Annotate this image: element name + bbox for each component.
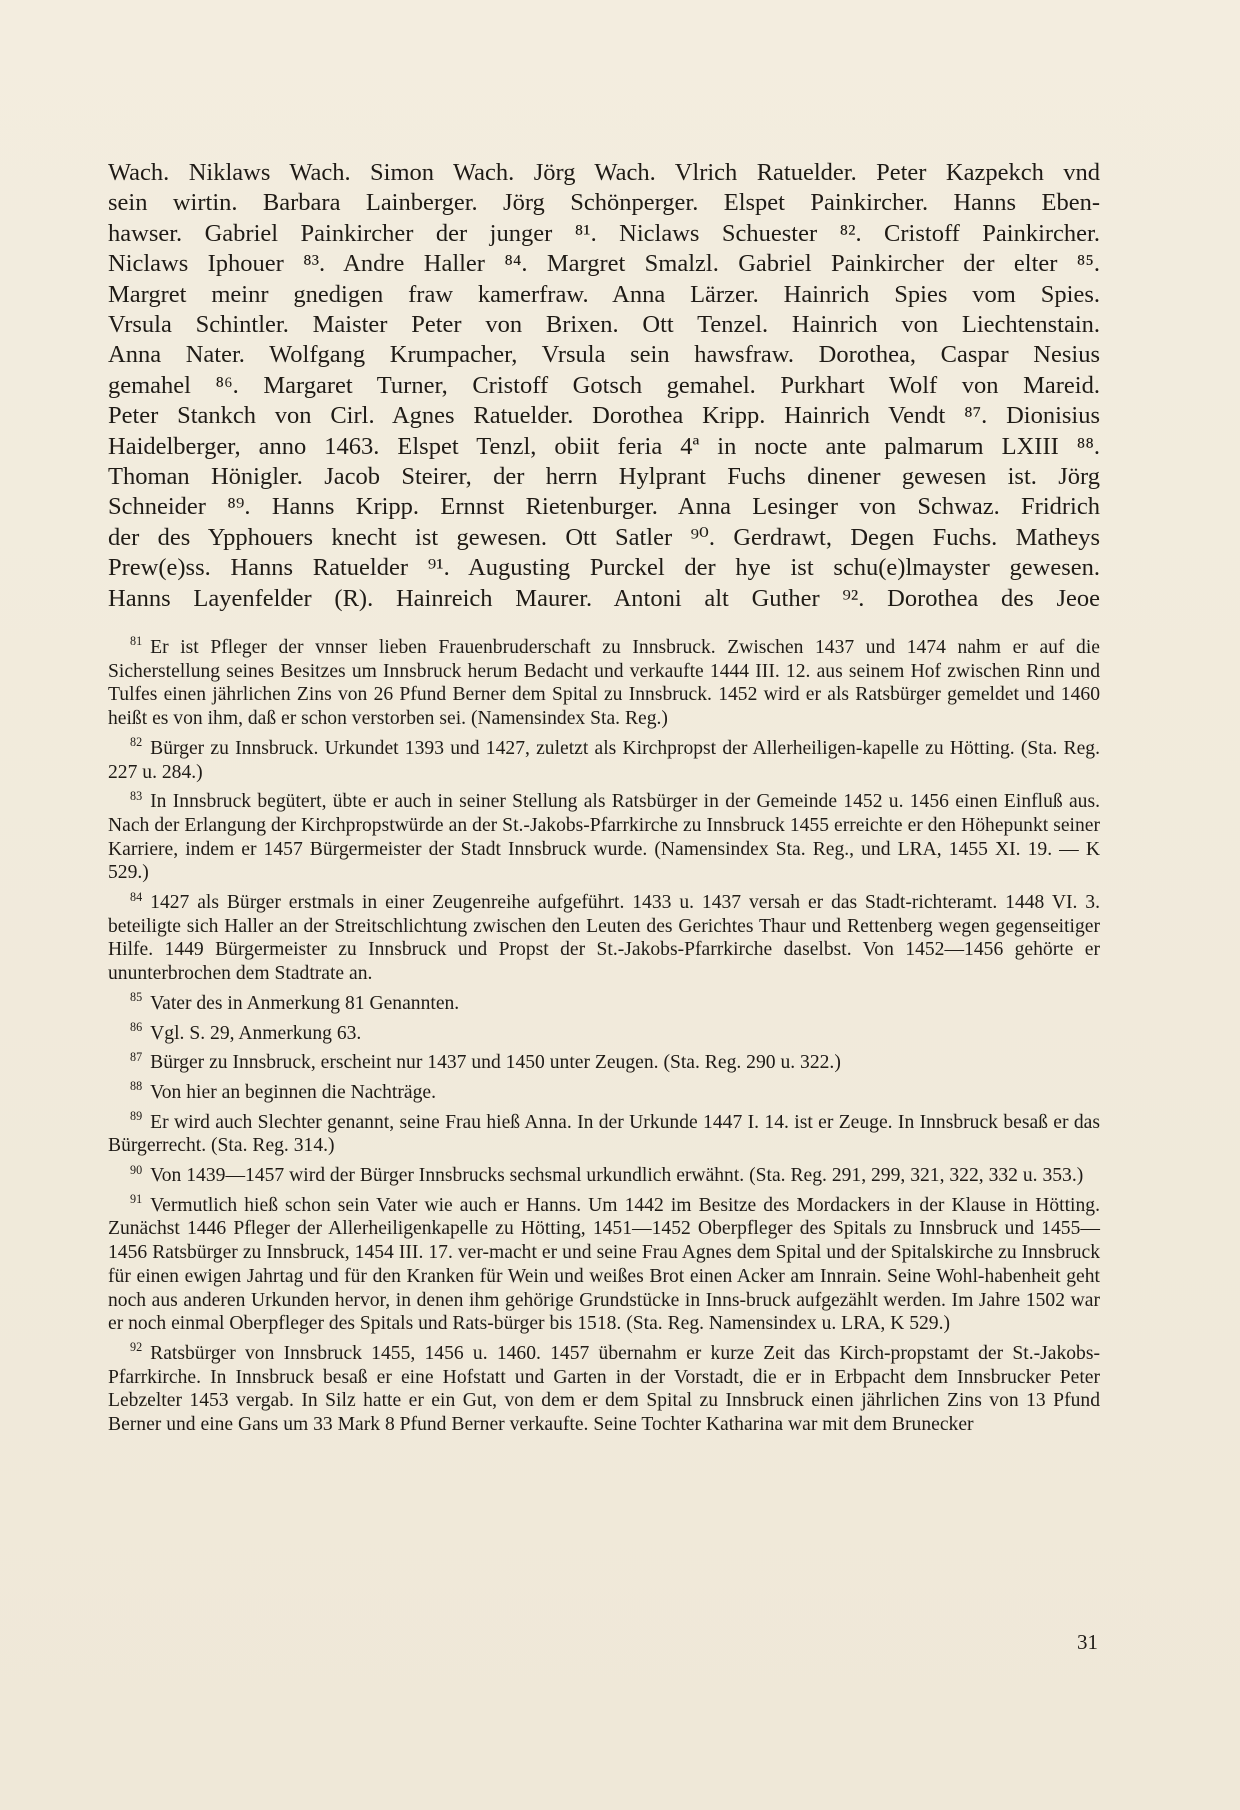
text-line: Schneider ⁸⁹. Hanns Kripp. Ernnst Rietenburger. Anna Lesinger von Schwaz. Fridrich	[108, 493, 1100, 521]
footnote-text: Vater des in Anmerkung 81 Genannten.	[150, 992, 460, 1014]
text-line: Prew(e)ss. Hanns Ratuelder ⁹¹. Augusting Purckel der hye ist schu(e)lmayster gewesen.	[108, 554, 1100, 582]
footnote-text: 1427 als Bürger erstmals in einer Zeugenreihe aufgeführt. 1433 u. 1437 versah er das Stadt-richteramt. 1448 VI. 3. beteiligte sich Haller an der Streitschlichtung zwischen den Leuten des Gerichtes Thaur und Rettenberg wegen gegenseitiger Hilfe. 1449 Bürgermeister zu Innsbruck und Propst der St.-Jakobs-Pfarrkirche daselbst. Von 1452—1456 gehörte er ununterbrochen dem Stadtrate an.	[108, 892, 1100, 985]
footnote-number: 85	[130, 990, 143, 1005]
footnote-text: Vermutlich hieß schon sein Vater wie auch er Hanns. Um 1442 im Besitze des Mordackers in der Klause in Hötting. Zunächst 1446 Pfleger der Allerheiligenkapelle zu Hötting, 1451—1452 Oberpfleger des Spitals zu Innsbruck und 1455—1456 Ratsbürger zu Innsbruck, 1454 III. 17. ver-macht er und seine Frau Agnes dem Spital und der Spitalskirche zu Innsbruck für einen ewigen Jahrtag und für den Kranken für Wein und weißes Brot einen Acker am Innrain. Seine Wohl-habenheit geht noch aus anderen Urkunden hervor, in denen ihm gehörige Grundstücke in Inns-bruck aufgezählt werden. Im Jahre 1502 war er noch einmal Oberpfleger des Spitals und Rats-bürger bis 1518. (Sta. Reg. Namensindex u. LRA, K 529.)	[108, 1194, 1100, 1335]
footnote-text: Von hier an beginnen die Nachträge.	[150, 1081, 436, 1103]
footnote-text: Ratsbürger von Innsbruck 1455, 1456 u. 1460. 1457 übernahm er kurze Zeit das Kirch-propstamt der St.-Jakobs-Pfarrkirche. In Innsbruck besaß er eine Hofstatt und Garten in der Vorstadt, die er in Erbpacht dem Innsbrucker Peter Lebzelter 1453 vergab. In Silz hatte er ein Gut, von dem er dem Spital zu Innsbruck einen jährlichen Zins von 13 Pfund Berner und eine Gans um 33 Mark 8 Pfund Berner verkaufte. Seine Tochter Katharina war mit dem Brunecker	[108, 1342, 1100, 1436]
text-line: der des Ypphouers knecht ist gewesen. Ott Satler ⁹⁰. Gerdrawt, Degen Fuchs. Matheys	[108, 523, 1100, 551]
footnote-text: Er wird auch Slechter genannt, seine Frau hieß Anna. In der Urkunde 1447 I. 14. ist er Zeuge. In Innsbruck besaß er das Bürgerrecht. (Sta. Reg. 314.)	[108, 1111, 1100, 1157]
footnote-number: 83	[130, 788, 143, 803]
footnote-83	[108, 790, 1100, 885]
footnote-87	[108, 1051, 1100, 1075]
text-line: Vrsula Schintler. Maister Peter von Brixen. Ott Tenzel. Hainrich von Liechtenstain.	[108, 311, 1100, 339]
text-line: Peter Stankch von Cirl. Agnes Ratuelder. Dorothea Kripp. Hainrich Vendt ⁸⁷. Dionisius	[108, 402, 1100, 430]
text-line: Hanns Layenfelder (R). Hainreich Maurer. Antoni alt Guther ⁹². Dorothea des Jeoe	[108, 584, 1100, 612]
main-text-block	[108, 158, 1100, 614]
page-number: 31	[1077, 1630, 1098, 1654]
footnotes	[108, 636, 1100, 1443]
text-line: Niclaws Iphouer ⁸³. Andre Haller ⁸⁴. Margret Smalzl. Gabriel Painkircher der elter ⁸⁵.	[108, 250, 1100, 278]
text-line: Anna Nater. Wolfgang Krumpacher, Vrsula sein hawsfraw. Dorothea, Caspar Nesius	[108, 341, 1100, 369]
text-line: hawser. Gabriel Painkircher der junger ⁸¹. Niclaws Schuester ⁸². Cristoff Painkircher.	[108, 219, 1100, 247]
footnote-text: Vgl. S. 29, Anmerkung 63.	[150, 1022, 362, 1044]
footnote-81	[108, 636, 1100, 731]
text-line: Haidelberger, anno 1463. Elspet Tenzl, obiit feria 4ª in nocte ante palmarum LXIII ⁸⁸.	[108, 432, 1100, 460]
footnote-90	[108, 1164, 1100, 1188]
footnote-number: 88	[130, 1079, 143, 1094]
footnote-text: In Innsbruck begütert, übte er auch in seiner Stellung als Ratsbürger in der Gemeinde 1452 u. 1456 einen Einfluß aus. Nach der Erlangung der Kirchpropstwürde an der St.-Jakobs-Pfarrkirche zu Innsbruck 1455 erreichte er den Höhepunkt seiner Karriere, indem er 1457 Bürgermeister der Stadt Innsbruck wurde. (Namensindex Sta. Reg., und LRA, 1455 XI. 19. — K 529.)	[108, 791, 1100, 884]
footnote-number: 91	[130, 1192, 143, 1207]
text-line: Margret meinr gnedigen fraw kamerfraw. Anna Lärzer. Hainrich Spies vom Spies.	[108, 280, 1100, 308]
footnote-88	[108, 1081, 1100, 1105]
footnote-number: 87	[130, 1049, 143, 1064]
text-line: Wach. Niklaws Wach. Simon Wach. Jörg Wach. Vlrich Ratuelder. Peter Kazpekch vnd	[108, 159, 1100, 186]
footnote-number: 86	[130, 1020, 143, 1035]
footnote-number: 89	[130, 1109, 143, 1124]
footnote-91	[108, 1194, 1100, 1336]
footnote-text: Er ist Pfleger der vnnser lieben Frauenbruderschaft zu Innsbruck. Zwischen 1437 und 1474 nahm er auf die Sicherstellung seines Besitzes um Innsbruck herum Bedacht und verkaufte 1444 III. 12. aus seinem Hof zwischen Rinn und Tulfes einen jährlichen Zins von 26 Pfund Berner dem Spital zu Innsbruck. 1452 wird er als Ratsbürger gemeldet und 1460 heißt es von ihm, daß er schon verstorben sei. (Namensindex Sta. Reg.)	[108, 637, 1100, 730]
footnote-number: 81	[130, 634, 143, 649]
footnote-89	[108, 1111, 1100, 1158]
text-line: Thoman Hönigler. Jacob Steirer, der herrn Hylprant Fuchs dinener gewesen ist. Jörg	[108, 463, 1100, 491]
text-line: gemahel ⁸⁶. Margaret Turner, Cristoff Gotsch gemahel. Purkhart Wolf von Mareid.	[108, 371, 1100, 399]
footnote-92	[108, 1342, 1100, 1437]
footnote-85	[108, 992, 1100, 1016]
footnote-84	[108, 891, 1100, 986]
footnote-86	[108, 1022, 1100, 1046]
text-line: sein wirtin. Barbara Lainberger. Jörg Schönperger. Elspet Painkircher. Hanns Eben-	[108, 189, 1100, 217]
footnote-text: Von 1439—1457 wird der Bürger Innsbrucks sechsmal urkundlich erwähnt. (Sta. Reg. 291, 299, 321, 322, 332 u. 353.)	[150, 1165, 1084, 1187]
footnote-82	[108, 737, 1100, 784]
footnote-number: 82	[130, 735, 143, 750]
footnote-number: 84	[130, 889, 143, 904]
footnote-number: 90	[130, 1162, 143, 1177]
footnote-text: Bürger zu Innsbruck. Urkundet 1393 und 1427, zuletzt als Kirchpropst der Allerheiligen-kapelle zu Hötting. (Sta. Reg. 227 u. 284.)	[108, 737, 1100, 783]
footnote-number: 92	[130, 1340, 143, 1355]
footnote-text: Bürger zu Innsbruck, erscheint nur 1437 und 1450 unter Zeugen. (Sta. Reg. 290 u. 322.)	[150, 1052, 841, 1074]
